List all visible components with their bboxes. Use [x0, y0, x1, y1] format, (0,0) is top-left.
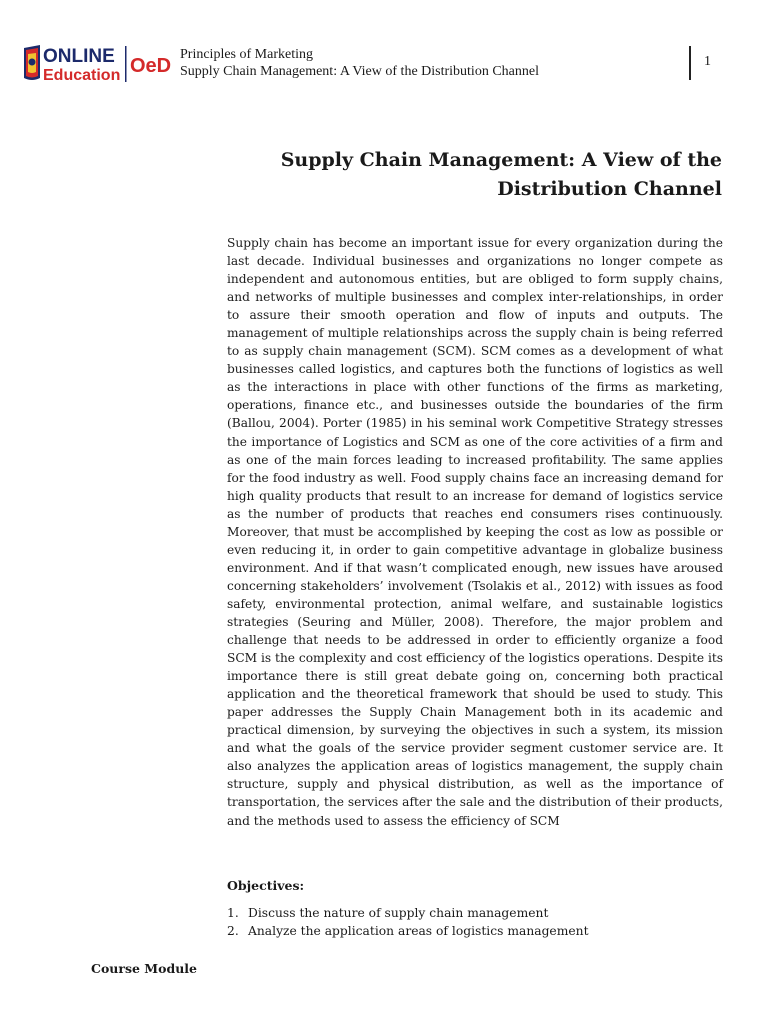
page-header	[0, 0, 768, 110]
page-title-line-1: Supply Chain Management: A View of the	[280, 149, 722, 171]
objectives-heading: Objectives:	[227, 878, 305, 893]
list-item	[227, 922, 589, 940]
list-item-text: Analyze the application areas of logistics management	[248, 924, 589, 938]
course-name: Principles of Marketing	[180, 47, 313, 62]
list-item-number: 1.	[227, 906, 239, 920]
list-item	[227, 904, 589, 922]
page-title-line-2: Distribution Channel	[497, 178, 722, 200]
online-education-logo	[22, 44, 180, 84]
logo-education-text: Education	[43, 67, 121, 84]
footer-course-module: Course Module	[91, 961, 198, 976]
module-subtitle: Supply Chain Management: A View of the Distribution Channel	[180, 64, 539, 79]
body-paragraph: Supply chain has become an important issue for every organization during the last decade. Individual businesses and organizations no longer compete as independent and autonomous entities, but are obliged to form supply chains, and networks of multiple businesses and complex inter-relationships, in order to assure their smooth operation and flow of inputs and outputs. The management of multiple relationships across the supply chain is being referred to as supply chain management (SCM). SCM comes as a development of what businesses called logistics, and captures both the functions of logistics as well as the interactions in place with other functions of the firms as marketing, operations, finance etc., and businesses outside the boundaries of the firm (Ballou, 2004). Porter (1985) in his seminal work Competitive Strategy stresses the importance of Logistics and SCM as one of the core activities of a firm and as one of the main forces leading to increased profitability. The same applies for the food industry as well. Food supply chains face an increasing demand for high quality products that result to an increase for demand of logistics service as the number of products that reaches end consumers rises continuously. Moreover, that must be accomplished by keeping the cost as low as possible or even reducing it, in order to gain competitive advantage in globalize business environment. And if that wasn’t complicated enough, new issues have aroused concerning stakeholders’ involvement (Tsolakis et al., 2012) with issues as food safety, environmental protection, animal welfare, and sustainable logistics strategies (Seuring and Müller, 2008). Therefore, the major problem and challenge that needs to be addressed in order to efficiently organize a food SCM is the complexity and cost efficiency of the logistics operations. Despite its importance there is still great debate going on, concerning both practical application and the theoretical framework that should be used to study. This paper addresses the Supply Chain Management both in its academic and practical dimension, by surveying the objectives in such a system, its mission and what the goals of the service provider segment customer service are. It also analyzes the application areas of logistics management, the supply chain structure, supply and physical distribution, as well as the importance of transportation, the services after the sale and the distribution of their products, and the methods used to assess the efficiency of SCM	[227, 236, 723, 828]
page-number: 1	[704, 54, 711, 69]
shield-icon	[24, 45, 40, 80]
logo-oed-text: OeD	[130, 55, 172, 77]
logo-online-text: ONLINE	[43, 46, 115, 67]
list-item-number: 2.	[227, 924, 239, 938]
header-divider	[689, 46, 691, 80]
objectives-list	[227, 904, 589, 940]
header-titles	[180, 46, 539, 80]
page-title	[242, 146, 722, 204]
list-item-text: Discuss the nature of supply chain management	[248, 906, 549, 920]
